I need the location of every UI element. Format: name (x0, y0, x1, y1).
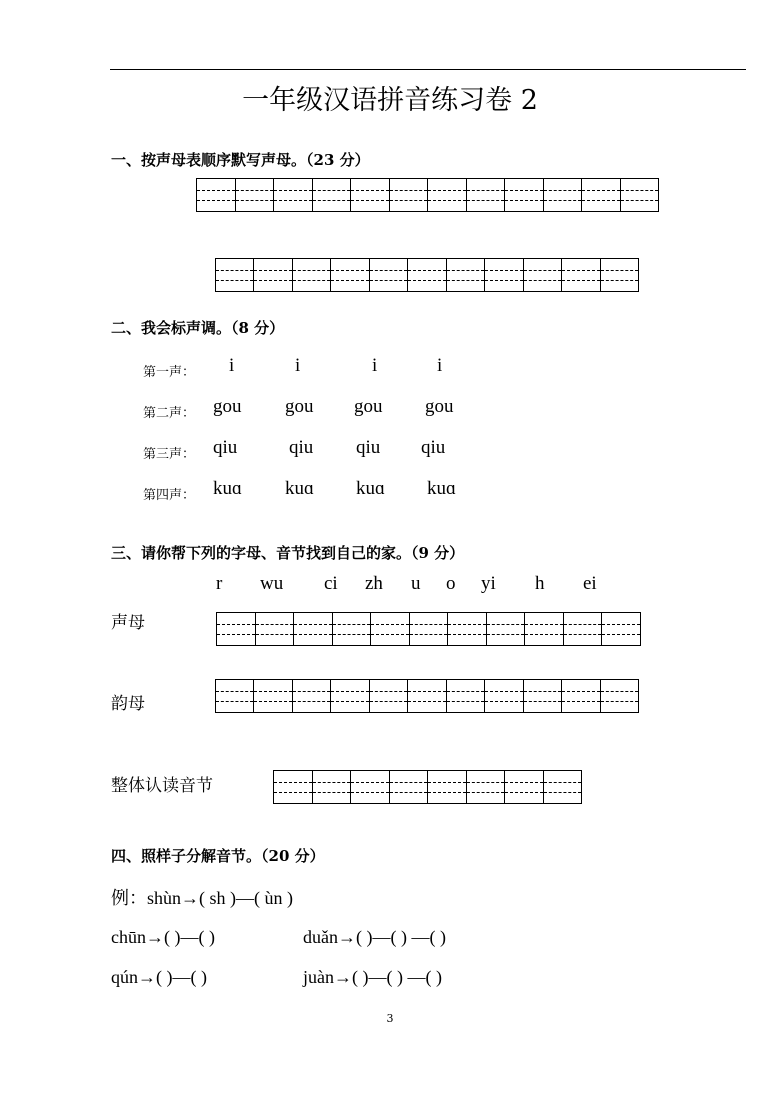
example-line: 例：shùn→( sh )—( ùn ) (111, 888, 293, 908)
grid-cell[interactable] (293, 680, 331, 712)
letter-item: wu (260, 573, 284, 594)
section-1-heading: 一、按声母表顺序默写声母。（23 分） (111, 151, 370, 169)
grid-cell[interactable] (216, 680, 254, 712)
grid-cell[interactable] (313, 771, 352, 803)
yunmu-grid[interactable] (215, 679, 639, 713)
grid-cell[interactable] (524, 259, 562, 291)
pinyin-item: qiu (213, 437, 238, 458)
pinyin-item: kuɑ (213, 478, 242, 499)
pinyin-item: kuɑ (356, 478, 385, 499)
letter-item: u (411, 573, 421, 594)
tone-1-label: 第一声： (143, 365, 196, 380)
grid-cell[interactable] (505, 771, 544, 803)
shengmu-label: 声母 (111, 613, 145, 633)
section-2-heading: 二、我会标声调。（8 分） (111, 319, 285, 337)
pinyin-item: kuɑ (427, 478, 456, 499)
grid-cell[interactable] (544, 179, 583, 211)
grid-cell[interactable] (562, 259, 600, 291)
pinyin-item: i (295, 355, 301, 376)
grid-cell[interactable] (601, 680, 638, 712)
question-duan: duǎn→( )—( ) —( ) (303, 927, 446, 947)
grid-cell[interactable] (371, 613, 410, 645)
section-3-heading: 三、请你帮下列的字母、音节找到自己的家。（9 分） (111, 544, 465, 562)
grid-cell[interactable] (197, 179, 236, 211)
pinyin-item: qiu (289, 437, 314, 458)
pinyin-item: qiu (421, 437, 446, 458)
header-rule (110, 69, 746, 70)
pinyin-item: i (229, 355, 235, 376)
question-qun: qún→( )—( ) (111, 967, 207, 987)
grid-cell[interactable] (485, 259, 523, 291)
pinyin-item: gou (285, 396, 314, 417)
grid-cell[interactable] (331, 680, 369, 712)
grid-cell[interactable] (331, 259, 369, 291)
grid-cell[interactable] (274, 179, 313, 211)
letter-item: o (446, 573, 456, 594)
grid-cell[interactable] (216, 259, 254, 291)
pinyin-item: kuɑ (285, 478, 314, 499)
zhengti-label: 整体认读音节 (111, 776, 213, 796)
question-juan: juàn→( )—( ) —( ) (303, 967, 442, 987)
grid-cell[interactable] (217, 613, 256, 645)
grid-cell[interactable] (621, 179, 659, 211)
section-4-heading: 四、照样子分解音节。（20 分） (111, 847, 325, 865)
grid-cell[interactable] (544, 771, 582, 803)
page-title: 一年级汉语拼音练习卷 2 (242, 85, 538, 116)
grid-cell[interactable] (428, 179, 467, 211)
grid-cell[interactable] (390, 179, 429, 211)
grid-cell[interactable] (254, 680, 292, 712)
grid-cell[interactable] (408, 259, 446, 291)
grid-cell[interactable] (351, 771, 390, 803)
grid-cell[interactable] (525, 613, 564, 645)
grid-cell[interactable] (467, 771, 506, 803)
grid-cell[interactable] (564, 613, 603, 645)
pinyin-item: gou (354, 396, 383, 417)
writing-grid-1[interactable] (196, 178, 659, 212)
grid-cell[interactable] (293, 259, 331, 291)
tone-2-label: 第二声： (143, 406, 196, 421)
grid-cell[interactable] (408, 680, 446, 712)
letter-item: yi (481, 573, 496, 594)
pinyin-item: gou (213, 396, 242, 417)
grid-cell[interactable] (236, 179, 275, 211)
yunmu-label: 韵母 (111, 694, 145, 714)
pinyin-item: i (437, 355, 443, 376)
zhengti-grid[interactable] (273, 770, 582, 804)
grid-cell[interactable] (448, 613, 487, 645)
grid-cell[interactable] (254, 259, 292, 291)
grid-cell[interactable] (274, 771, 313, 803)
letter-item: ei (583, 573, 597, 594)
writing-grid-2[interactable] (215, 258, 639, 292)
grid-cell[interactable] (602, 613, 640, 645)
grid-cell[interactable] (428, 771, 467, 803)
grid-cell[interactable] (370, 680, 408, 712)
grid-cell[interactable] (485, 680, 523, 712)
grid-cell[interactable] (562, 680, 600, 712)
question-chun: chūn→( )—( ) (111, 927, 215, 947)
grid-cell[interactable] (294, 613, 333, 645)
grid-cell[interactable] (601, 259, 638, 291)
pinyin-item: qiu (356, 437, 381, 458)
shengmu-grid[interactable] (216, 612, 641, 646)
pinyin-item: i (372, 355, 378, 376)
letter-item: zh (365, 573, 383, 594)
letter-item: ci (324, 573, 338, 594)
grid-cell[interactable] (524, 680, 562, 712)
grid-cell[interactable] (487, 613, 526, 645)
grid-cell[interactable] (313, 179, 352, 211)
grid-cell[interactable] (256, 613, 295, 645)
grid-cell[interactable] (467, 179, 506, 211)
grid-cell[interactable] (410, 613, 449, 645)
grid-cell[interactable] (505, 179, 544, 211)
grid-cell[interactable] (447, 680, 485, 712)
grid-cell[interactable] (351, 179, 390, 211)
page-number: 3 (386, 1012, 394, 1025)
letter-item: h (535, 573, 545, 594)
grid-cell[interactable] (582, 179, 621, 211)
grid-cell[interactable] (370, 259, 408, 291)
grid-cell[interactable] (333, 613, 372, 645)
grid-cell[interactable] (447, 259, 485, 291)
letter-item: r (216, 573, 223, 594)
grid-cell[interactable] (390, 771, 429, 803)
pinyin-item: gou (425, 396, 454, 417)
tone-3-label: 第三声： (143, 447, 196, 462)
tone-4-label: 第四声： (143, 488, 196, 503)
